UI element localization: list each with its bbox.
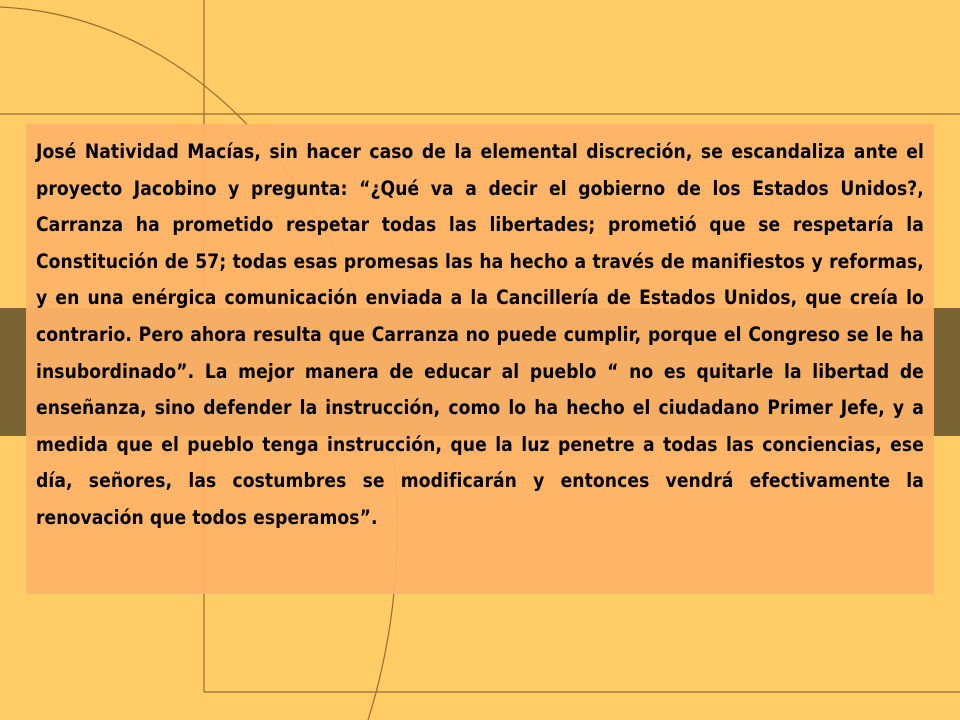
quote-text-box bbox=[26, 124, 934, 594]
quote-paragraph: José Natividad Macías, sin hacer caso de la elemental discreción, se escandaliza ante el proyecto Jacobino y pregunta: “¿Qué va a decir el gobierno de los Estados Unidos?, Carranza ha prometido respetar todas las libertades; prometió que se respetaría la Constitución de 57; todas esas promesas las ha hecho a través de manifiestos y reformas, y en una enérgica comunicación enviada a la Cancillería de Estados Unidos, que creía lo contrario. Pero ahora resulta que Carranza no puede cumplir, porque el Congreso se le ha insubordinado”. La mejor manera de educar al pueblo “ no es quitarle la libertad de enseñanza, sino defender la instrucción, como lo ha hecho el ciudadano Primer Jefe, y a medida que el pueblo tenga instrucción, que la luz penetre a todas las conciencias, ese día, señores, las costumbres se modificarán y entonces vendrá efectivamente la renovación que todos esperamos”. bbox=[36, 140, 924, 529]
